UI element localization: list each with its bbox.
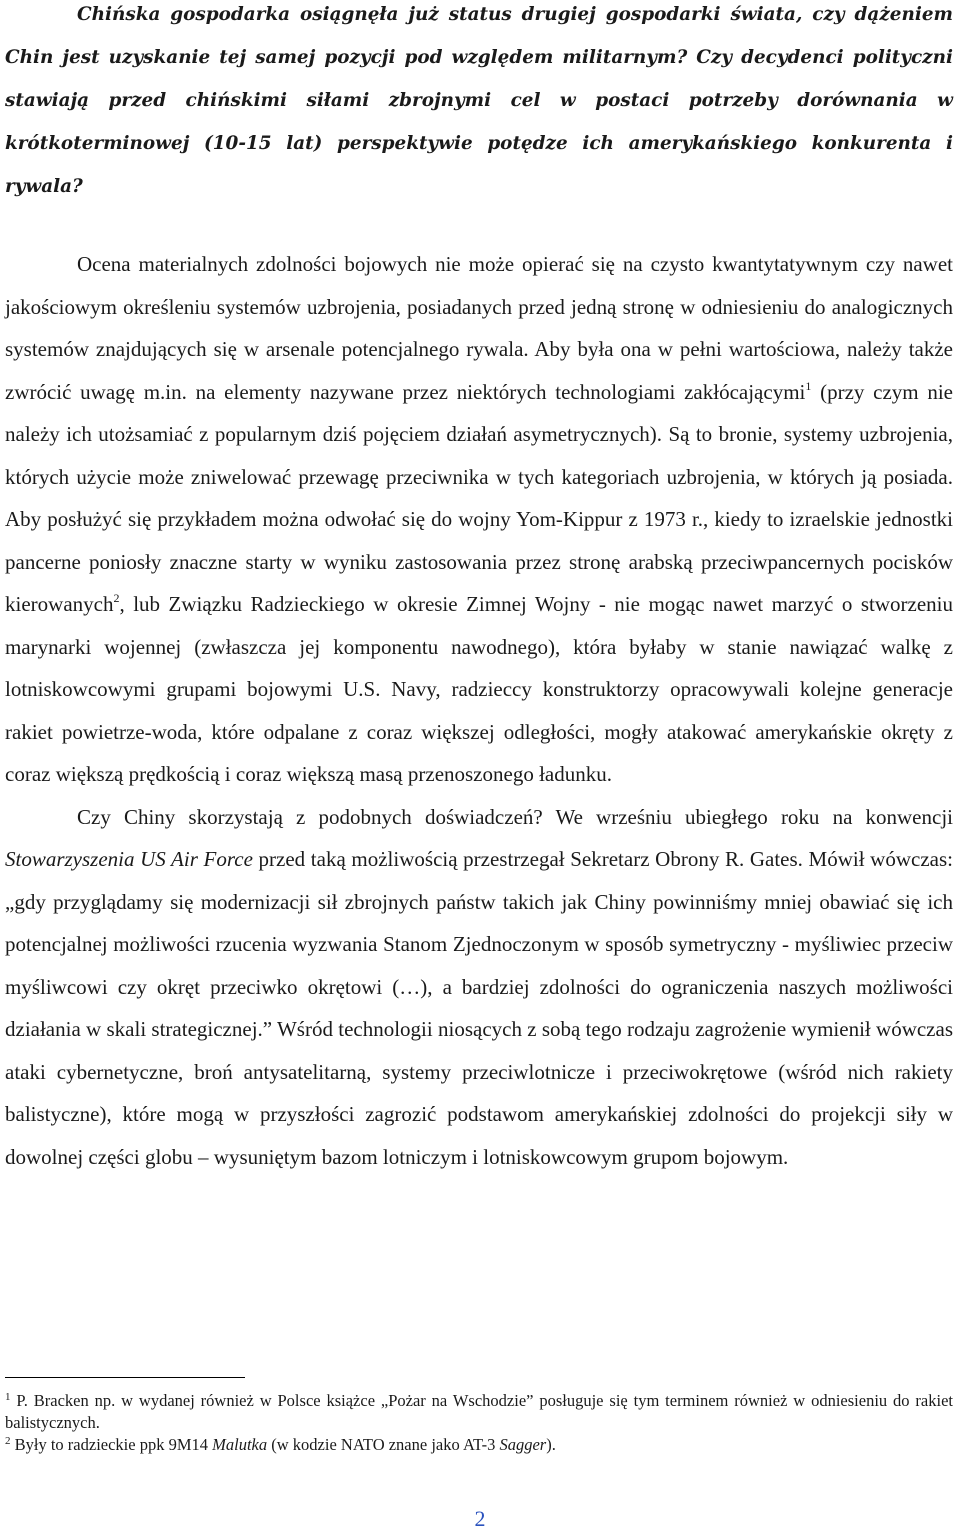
- footnote-1: [5, 1390, 953, 1434]
- paragraph-1: [5, 243, 953, 796]
- footnote-2-text-b: (w kodzie NATO znane jako AT-3: [267, 1435, 500, 1454]
- footnote-2: [5, 1434, 953, 1456]
- footnote-2-text-a: Były to radzieckie ppk 9M14: [10, 1435, 213, 1454]
- footnote-ref-1[interactable]: 1: [805, 378, 812, 393]
- footnote-2-text-c: ).: [546, 1435, 556, 1454]
- paragraph-2-part-2: przed taką możliwością przestrzegał Sekretarz Obrony R. Gates. Mówił wówczas: „gdy przyglądamy się modernizacji sił zbrojnych państw takich jak Chiny powinniśmy mniej obawiać się ich potencjalnej możliwości rzucenia wyzwania Stanom Zjednoczonym w sposób symetryczny - myśliwiec przeciw myśliwcowi czy okręt przeciwko okrętowi (…), a bardziej zdolności do ograniczenia naszych możliwości działania w skali strategicznej.” Wśród technologii niosących z sobą tego rodzaju zagrożenie wymienił wówczas ataki cybernetyczne, broń antysatelitarną, systemy przeciwlotnicze i przeciwokrętowe (wśród nich rakiety balistyczne), które mogą w przyszłości zagrozić podstawom amerykańskiej zdolności do projekcji siły w dowolnej części globu – wysuniętym bazom lotniczym i lotniskowcowym grupom bojowym.: [5, 847, 953, 1169]
- paragraph-1-part-3: , lub Związku Radzieckiego w okresie Zimnej Wojny - nie mogąc nawet marzyć o stworzeniu marynarki wojennej (zwłaszcza jej komponentu nawodnego), która byłaby w stanie nawiązać walkę z lotniskowcowymi grupami bojowymi U.S. Navy, radzieccy konstruktorzy opracowywali kolejne generacje rakiet powietrze-woda, które odpalane z coraz większej odległości, mogły atakować amerykańskie okręty z coraz większą prędkością i coraz większą masą przenoszonego ładunku.: [5, 592, 953, 786]
- paragraph-2-italic: Stowarzyszenia US Air Force: [5, 847, 253, 871]
- lead-text: Chińska gospodarka osiągnęła już status drugiej gospodarki świata, czy dążeniem Chin jest uzyskanie tej samej pozycji pod względem militarnym? Czy decydenci polityczni stawiają przed chińskimi siłami zbrojnymi cel w postaci potrzeby dorównania w krótkoterminowej (10-15 lat) perspektywie potędze ich amerykańskiego konkurenta i rywala?: [5, 4, 953, 197]
- footnote-2-italic-b: Sagger: [499, 1435, 547, 1454]
- footnote-2-italic-a: Malutka: [212, 1435, 268, 1454]
- page-number: 2: [474, 1506, 486, 1531]
- paragraph-2: [5, 796, 953, 1179]
- footnotes: [5, 1390, 953, 1456]
- paragraph-1-part-1: Ocena materialnych zdolności bojowych nie może opierać się na czysto kwantytatywnym czy nawet jakościowym określeniu systemów uzbrojenia, posiadanych przed jedną stronę w odniesieniu do analogicznych systemów znajdujących się w arsenale potencjalnego rywala. Aby była ona w pełni wartościowa, należy także zwrócić uwagę m.in. na elementy nazywane przez niektórych technologiami zakłócającymi: [5, 252, 953, 404]
- footnote-1-number: 1: [5, 1391, 11, 1403]
- lead-question: [5, 0, 953, 208]
- paragraph-2-part-1: Czy Chiny skorzystają z podobnych doświadczeń? We wrześniu ubiegłego roku na konwencji: [77, 804, 953, 829]
- footnote-ref-2[interactable]: 2: [113, 591, 120, 605]
- footnote-1-text: P. Bracken np. w wydanej również w Polsce książce „Pożar na Wschodzie” posługuje się tym terminem również w odniesieniu do rakiet balistycznych.: [5, 1391, 953, 1432]
- footnote-separator: [5, 1377, 245, 1378]
- paragraph-1-part-2: (przy czym nie należy ich utożsamiać z popularnym dziś pojęciem działań asymetrycznych). Są to bronie, systemy uzbrojenia, których użycie może zniwelować przewagę przeciwnika w tych kategoriach uzbrojenia, w których ją posiada. Aby posłużyć się przykładem można odwołać się do wojny Yom-Kippur z 1973 r., kiedy to izraelskie jednostki pancerne poniosły znaczne starty w wyniku zastosowania przez stronę arabską przeciwpancernych pocisków kierowanych: [5, 379, 953, 616]
- footnote-2-number: 2: [5, 1435, 11, 1447]
- body-text: [5, 243, 953, 1178]
